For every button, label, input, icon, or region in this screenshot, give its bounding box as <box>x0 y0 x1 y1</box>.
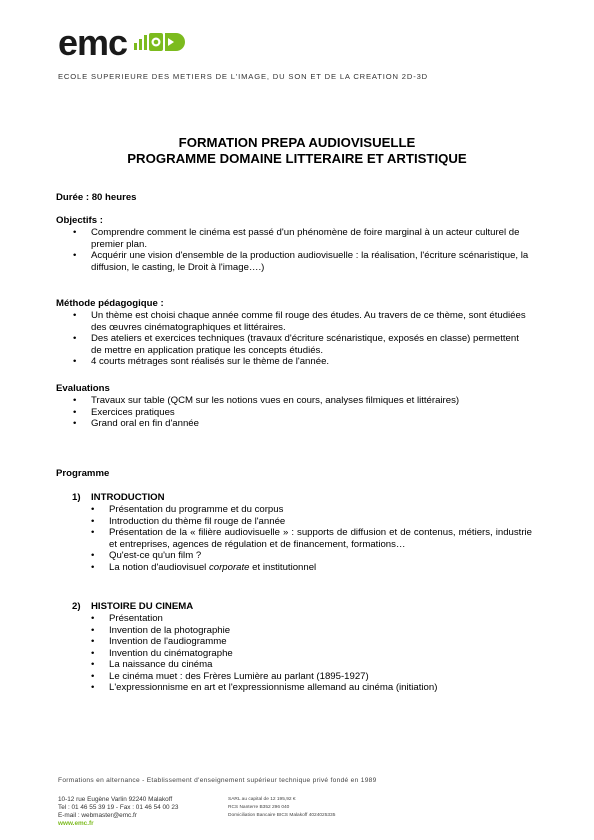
list-item: • Exercices pratiques <box>91 407 531 419</box>
histoire-list <box>109 613 532 694</box>
logo-film-icon <box>134 33 185 51</box>
list-item: • Un thème est choisi chaque année comme fil rouge des études. Au travers de ce thème, sont étudiées des œuvres cinématographiques et littéraires. <box>91 310 531 333</box>
section-introduction-title: 1) INTRODUCTION <box>72 492 165 503</box>
list-item: • Présentation de la « filière audiovisuelle » : supports de diffusion et de contenus, métiers, industrie et entreprises, agences de régulation et de financement, formations… <box>109 527 532 550</box>
list-item: • L'expressionnisme en art et l'expressionnisme allemand au cinéma (initiation) <box>109 682 532 694</box>
list-item: • Invention de la photographie <box>109 625 532 637</box>
list-item: • Le cinéma muet : des Frères Lumière au parlant (1895-1927) <box>109 671 532 683</box>
footer-rcs: RCS Nanterre B352 296 040 <box>228 805 290 810</box>
list-item: • La notion d'audiovisuel corporate et institutionnel <box>109 562 532 574</box>
footer-capital: SARL au capital de 12 195,92 € <box>228 797 296 802</box>
objectifs-list <box>91 227 531 273</box>
footer-tagline: Formations en alternance - Etablissement d'enseignement supérieur technique privé fondé en 1989 <box>58 777 377 784</box>
list-item: • 4 courts métrages sont réalisés sur le thème de l'année. <box>91 356 531 368</box>
page-title: FORMATION PREPA AUDIOVISUELLE <box>178 135 416 150</box>
page-subtitle: PROGRAMME DOMAINE LITTERAIRE ET ARTISTIQUE <box>127 151 467 166</box>
list-item: • Présentation <box>109 613 532 625</box>
duree: Durée : 80 heures <box>56 192 137 203</box>
programme-heading: Programme <box>56 468 110 479</box>
objectifs-heading: Objectifs : <box>56 215 103 226</box>
evaluations-heading: Evaluations <box>56 383 110 394</box>
list-item: • Invention du cinématographe <box>109 648 532 660</box>
footer-phone: Tel : 01 46 55 39 19 - Fax : 01 46 54 00 23 <box>58 804 179 811</box>
list-item: • Acquérir une vision d'ensemble de la production audiovisuelle : la réalisation, l'écriture scénaristique, la diffusion, le casting, le Droit à l'image….) <box>91 250 531 273</box>
list-item: • Grand oral en fin d'année <box>91 418 531 430</box>
emc-logo <box>58 26 190 62</box>
list-item: • Travaux sur table (QCM sur les notions vues en cours, analyses filmiques et littéraires) <box>91 395 531 407</box>
list-item: • Des ateliers et exercices techniques (travaux d'écriture scénaristique, exposés en classe) permettent de mettre en application pratique les concepts étudiés. <box>91 333 531 356</box>
footer-email: E-mail : webmaster@emc.fr <box>58 812 137 819</box>
list-item: • Introduction du thème fil rouge de l'année <box>109 516 532 528</box>
list-item: • Qu'est-ce qu'un film ? <box>109 550 532 562</box>
methode-list <box>91 310 531 368</box>
footer-bank: Domiciliation Bancaire BICS Malakoff 4024025335 <box>228 813 336 818</box>
methode-heading: Méthode pédagogique : <box>56 298 164 309</box>
evaluations-list <box>91 395 531 430</box>
footer-address: 10-12 rue Eugène Varlin 92240 Malakoff <box>58 796 173 803</box>
introduction-list <box>109 504 532 573</box>
list-item: • Invention de l'audiogramme <box>109 636 532 648</box>
list-item: • La naissance du cinéma <box>109 659 532 671</box>
list-item: • Comprendre comment le cinéma est passé d'un phénomène de foire marginal à un acteur culturel de premier plan. <box>91 227 531 250</box>
section-histoire-title: 2) HISTOIRE DU CINEMA <box>72 601 194 612</box>
list-item: • Présentation du programme et du corpus <box>109 504 532 516</box>
footer-website-link[interactable]: www.emc.fr <box>58 820 94 827</box>
logo-text: emc <box>58 26 128 62</box>
school-name: ECOLE SUPERIEURE DES METIERS DE L'IMAGE, DU SON ET DE LA CREATION 2D-3D <box>58 72 428 81</box>
